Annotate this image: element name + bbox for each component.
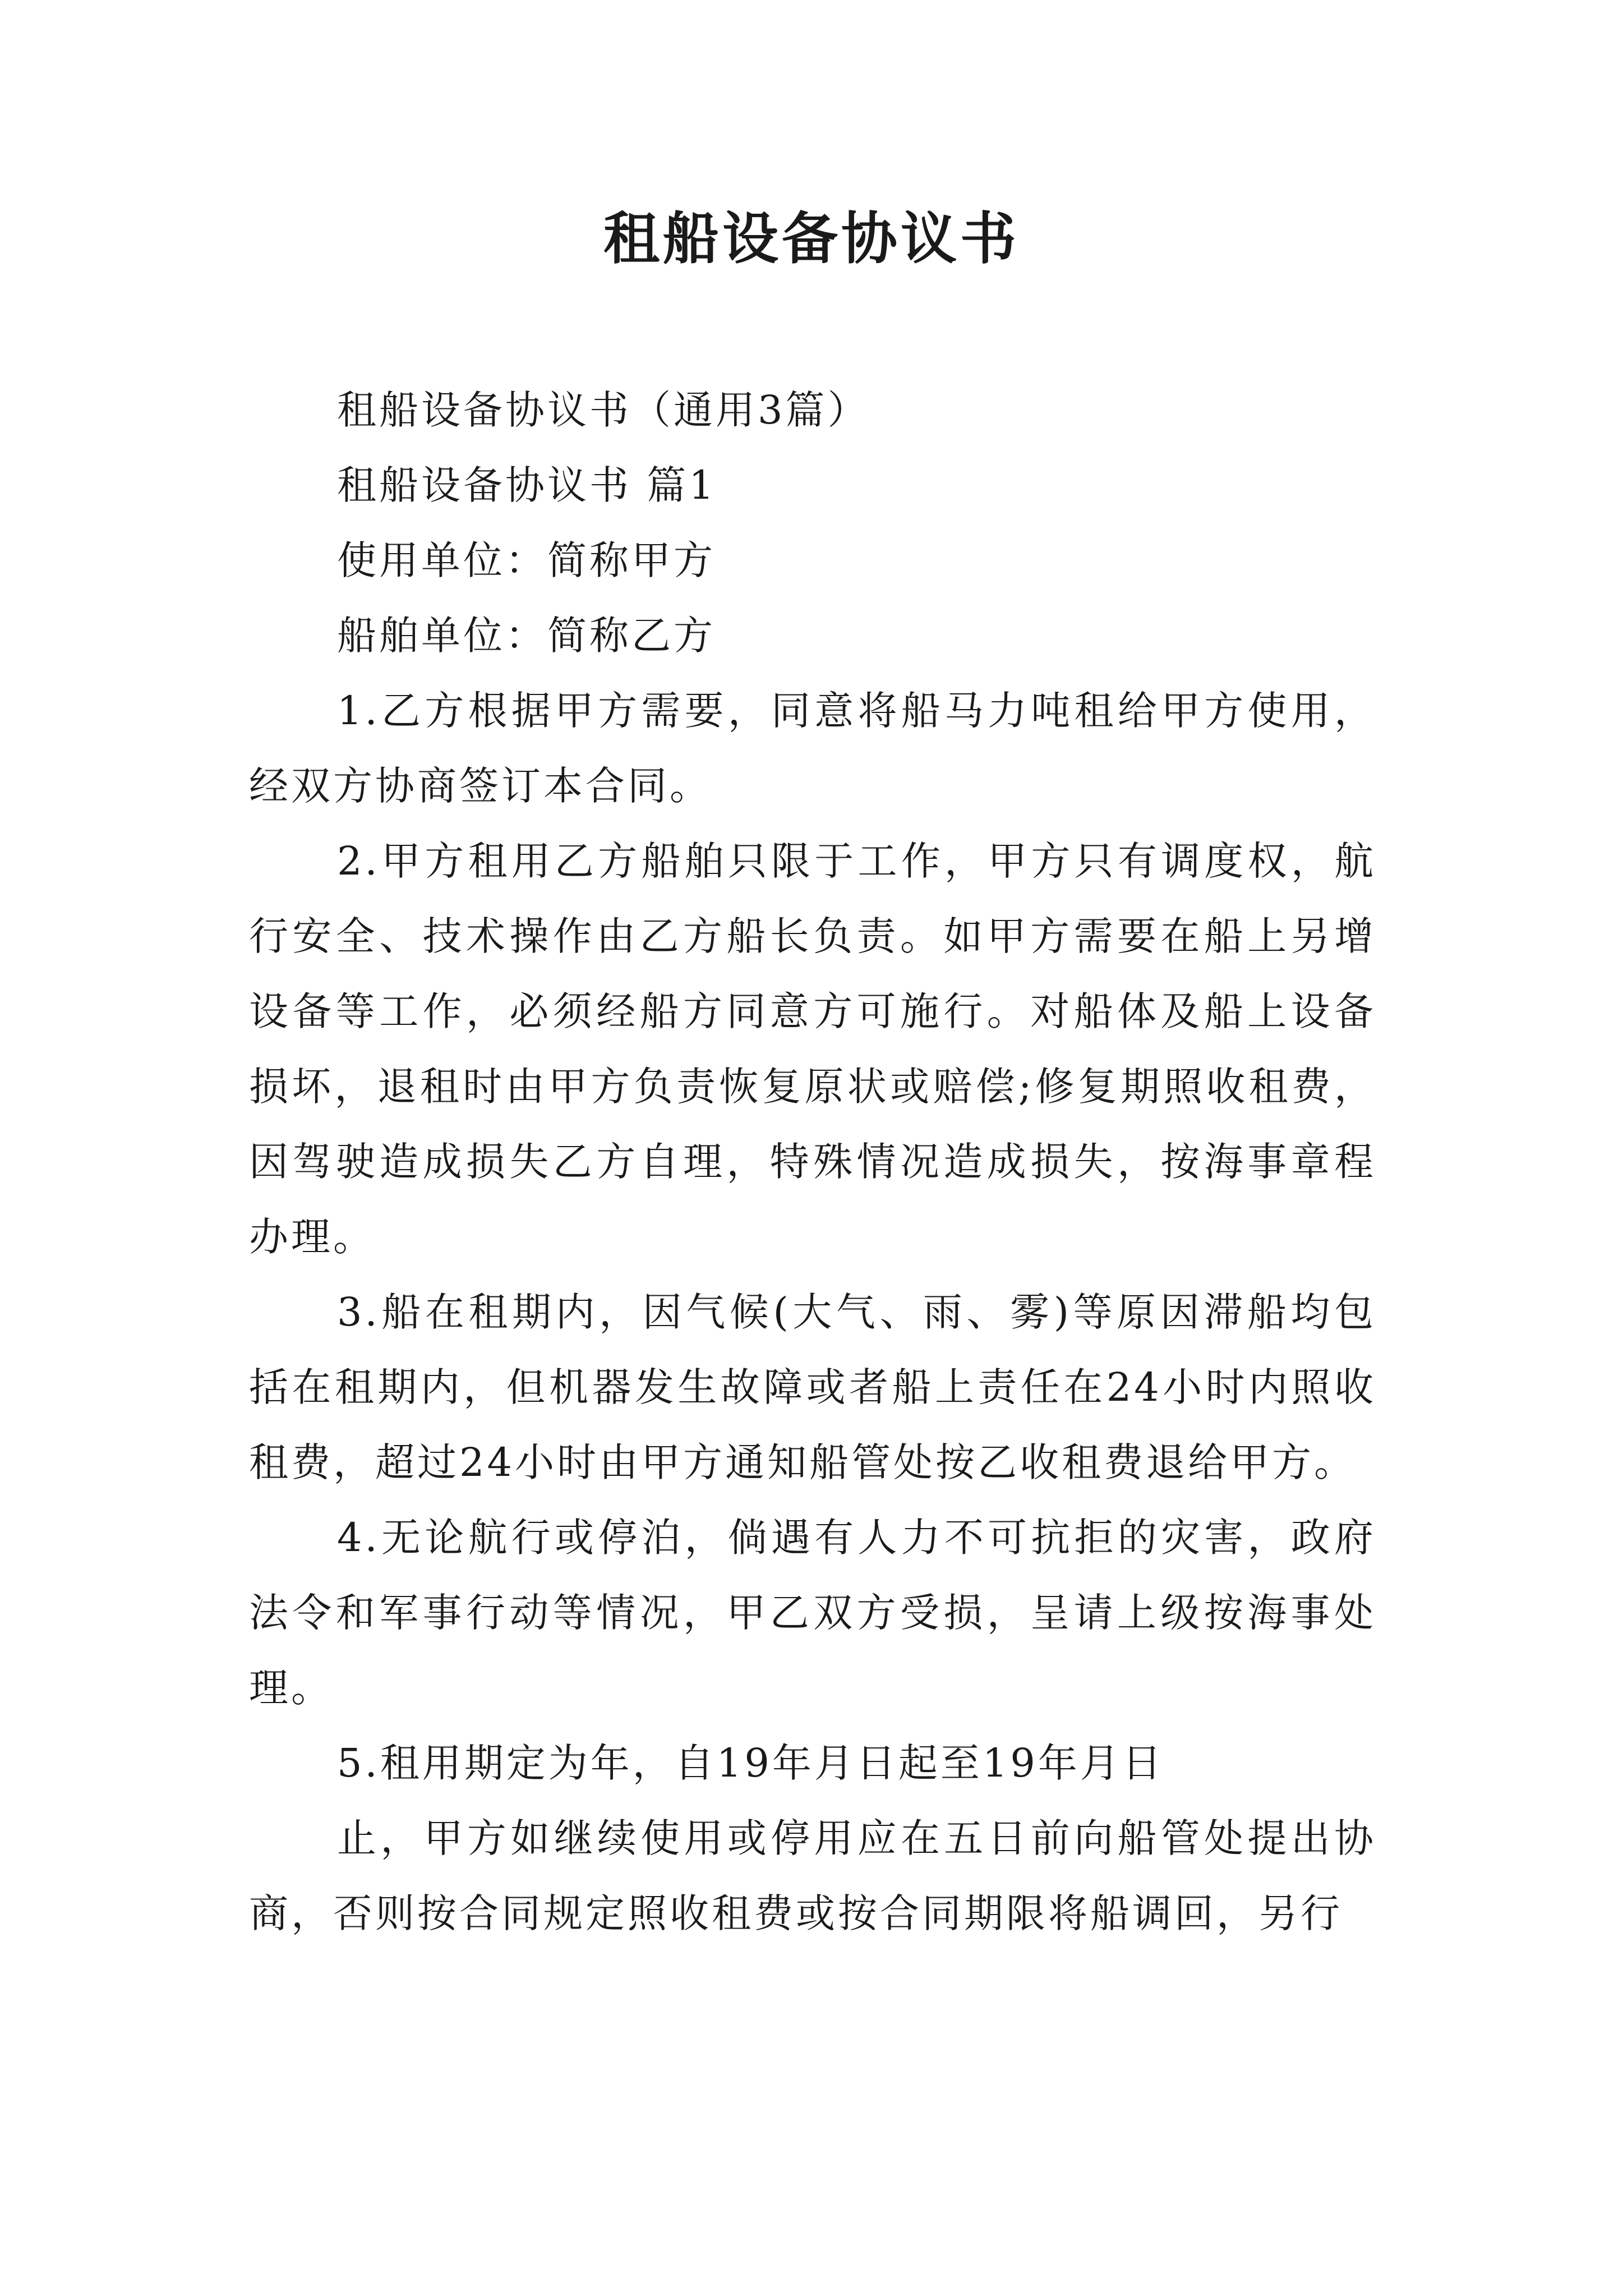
clause-4: 4.无论航行或停泊，倘遇有人力不可抗拒的灾害，政府法令和军事行动等情况，甲乙双方受损，呈请上级按海事处理。 <box>249 1515 1376 1711</box>
subtitle-paragraph: 租船设备协议书（通用3篇） <box>337 387 870 433</box>
section-heading: 租船设备协议书 篇1 <box>337 462 717 508</box>
clause-2: 2.甲方租用乙方船舶只限于工作，甲方只有调度权，航行安全、技术操作由乙方船长负责。如甲方需要在船上另增设备等工作，必须经船方同意方可施行。对船体及船上设备损坏，退租时由甲方负责恢复原状或赔偿;修复期照收租费，因驾驶造成损失乙方自理，特殊情况造成损失，按海事章程办理。 <box>249 838 1376 1260</box>
clause-3: 3.船在租期内，因气候(大气、雨、雾)等原因滞船均包括在租期内，但机器发生故障或者船上责任在24小时内照收租费，超过24小时由甲方通知船管处按乙收租费退给甲方。 <box>249 1289 1376 1485</box>
document-body <box>249 372 1376 1951</box>
document-title: 租船设备协议书 <box>603 205 1020 272</box>
party-a-line: 使用单位：简称甲方 <box>337 537 716 583</box>
clause-5-continued: 止，甲方如继续使用或停用应在五日前向船管处提出协商，否则按合同规定照收租费或按合同期限将船调回，另行 <box>249 1815 1376 1936</box>
clause-5: 5.租用期定为年，自19年月日起至19年月日 <box>337 1740 1164 1786</box>
party-b-line: 船舶单位：简称乙方 <box>337 613 716 659</box>
clause-1: 1.乙方根据甲方需要，同意将船马力吨租给甲方使用，经双方协商签订本合同。 <box>249 688 1376 809</box>
